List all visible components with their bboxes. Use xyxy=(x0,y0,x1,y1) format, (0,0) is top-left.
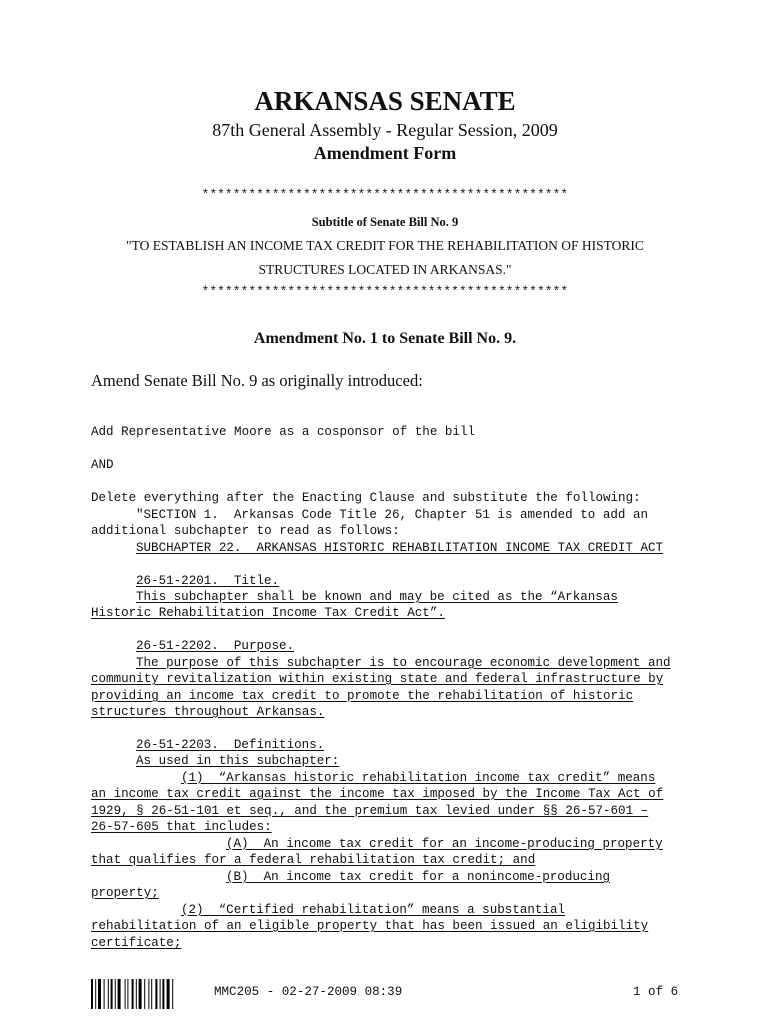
barcode-bar xyxy=(167,979,170,1009)
barcode-bar xyxy=(132,979,134,1009)
body-line: AND xyxy=(91,458,114,472)
body-line: (1) “Arkansas historic rehabilitation income tax credit” means xyxy=(181,771,656,785)
body-line: (2) “Certified rehabilitation” means a substantial xyxy=(181,903,565,917)
body-line: Historic Rehabilitation Income Tax Credit Act”. xyxy=(91,606,445,620)
session-line: 87th General Assembly - Regular Session, 2009 xyxy=(212,120,558,140)
barcode-bar xyxy=(160,979,161,1009)
page-number: 1 of 6 xyxy=(633,985,679,999)
barcode xyxy=(91,979,203,1009)
barcode-bar xyxy=(144,979,145,1009)
subtitle-line-1: "TO ESTABLISH AN INCOME TAX CREDIT FOR THE REHABILITATION OF HISTORIC xyxy=(126,238,644,253)
body-line: that qualifies for a federal rehabilitation tax credit; and xyxy=(91,853,536,867)
body-line: (B) An income tax credit for a nonincome-producing xyxy=(226,870,610,884)
body-line: community revitalization within existing state and federal infrastructure by xyxy=(91,672,664,686)
barcode-bar xyxy=(162,979,164,1009)
subtitle-line-2: STRUCTURES LOCATED IN ARKANSAS." xyxy=(258,262,512,277)
barcode-bar xyxy=(155,979,157,1009)
body-line: certificate; xyxy=(91,936,182,950)
barcode-bar xyxy=(95,979,96,1009)
amend-intro: Amend Senate Bill No. 9 as originally introduced: xyxy=(91,371,423,390)
barcode-bar xyxy=(151,979,152,1009)
barcode-bar xyxy=(136,979,137,1009)
body-line: SUBCHAPTER 22. ARKANSAS HISTORIC REHABILITATION INCOME TAX CREDIT ACT xyxy=(136,541,664,555)
barcode-bar xyxy=(139,979,142,1009)
barcode-bar xyxy=(91,979,93,1009)
form-title: Amendment Form xyxy=(313,143,457,163)
barcode-bar xyxy=(172,979,173,1009)
star-divider-bottom: *********************************************** xyxy=(201,285,569,299)
barcode-bar xyxy=(115,979,116,1009)
barcode-bar xyxy=(127,979,128,1009)
document-title: ARKANSAS SENATE xyxy=(254,86,516,116)
body-line: 26-51-2203. Definitions. xyxy=(136,738,325,752)
footer-code: MMC205 - 02-27-2009 08:39 xyxy=(214,985,403,999)
body-line: This subchapter shall be known and may be cited as the “Arkansas xyxy=(136,590,618,604)
barcode-bar xyxy=(108,979,109,1009)
barcode-bar xyxy=(111,979,113,1009)
body-line: additional subchapter to read as follows: xyxy=(91,524,400,538)
body-line: 1929, § 26-51-101 et seq., and the premium tax levied under §§ 26-57-601 – xyxy=(91,804,649,818)
body-line: As used in this subchapter: xyxy=(136,754,340,768)
subtitle-label: Subtitle of Senate Bill No. 9 xyxy=(311,215,459,229)
barcode-bar xyxy=(125,979,126,1009)
body-line: (A) An income tax credit for an income-producing property xyxy=(226,837,663,851)
body-line: providing an income tax credit to promote the rehabilitation of historic xyxy=(91,689,634,703)
body-line: 26-51-2201. Title. xyxy=(136,574,280,588)
barcode-bar xyxy=(104,979,105,1009)
body-line: structures throughout Arkansas. xyxy=(91,705,325,719)
body-line: rehabilitation of an eligible property that has been issued an eligibility xyxy=(91,919,649,933)
barcode-bar xyxy=(148,979,149,1009)
body-line: an income tax credit against the income tax imposed by the Income Tax Act of xyxy=(91,787,664,801)
barcode-bar xyxy=(118,979,121,1009)
body-line: "SECTION 1. Arkansas Code Title 26, Chapter 51 is amended to add an xyxy=(136,508,648,522)
body-line: Delete everything after the Enacting Clause and substitute the following: xyxy=(91,491,641,505)
body-line: The purpose of this subchapter is to encourage economic development and xyxy=(136,656,671,670)
star-divider-top: *********************************************** xyxy=(201,188,569,202)
body-line: property; xyxy=(91,886,159,900)
body-line: 26-57-605 that includes: xyxy=(91,820,272,834)
barcode-bar xyxy=(98,979,101,1009)
body-line: 26-51-2202. Purpose. xyxy=(136,639,295,653)
amendment-number: Amendment No. 1 to Senate Bill No. 9. xyxy=(253,330,517,347)
body-line: Add Representative Moore as a cosponsor of the bill xyxy=(91,425,475,439)
